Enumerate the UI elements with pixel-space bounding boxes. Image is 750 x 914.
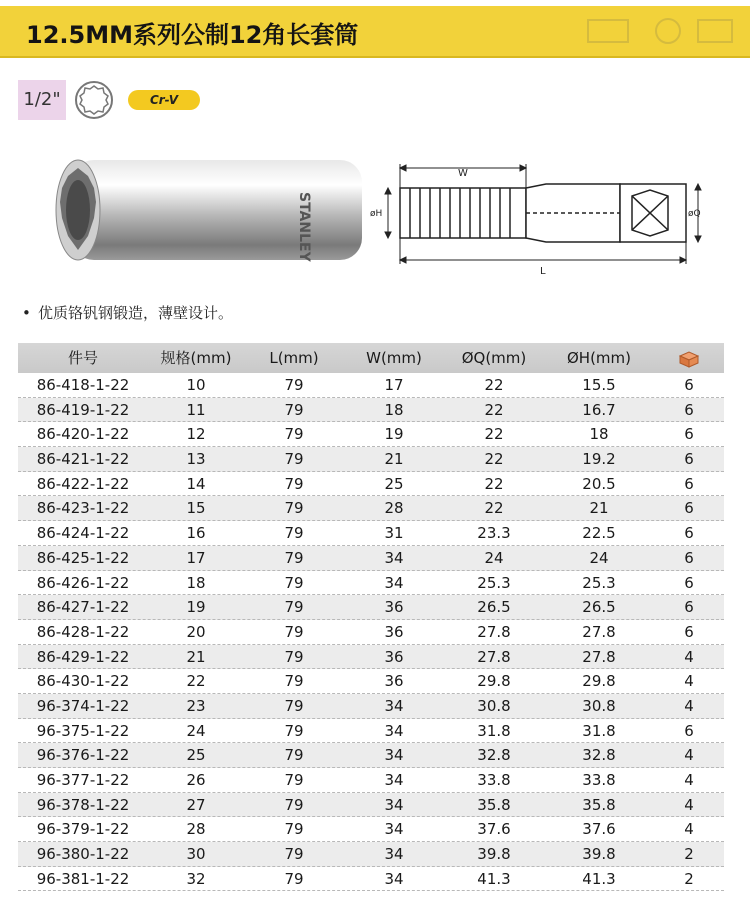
cell-part-number: 96-380-1-22 <box>36 845 130 864</box>
table-row <box>18 669 724 694</box>
cell-width: 34 <box>384 548 404 567</box>
cell-pack-qty: 6 <box>684 622 694 641</box>
cell-size: 13 <box>186 450 206 469</box>
cell-h-diameter: 37.6 <box>582 820 616 839</box>
cell-width: 36 <box>384 647 404 666</box>
cell-q-diameter: 41.3 <box>477 869 511 888</box>
cell-pack-qty: 4 <box>684 696 694 715</box>
cell-width: 34 <box>384 696 404 715</box>
cell-size: 17 <box>186 548 206 567</box>
cell-part-number: 96-379-1-22 <box>36 820 130 839</box>
table-row <box>18 398 724 423</box>
cell-h-diameter: 25.3 <box>582 573 616 592</box>
cell-length: 79 <box>284 746 304 765</box>
cell-size: 15 <box>186 499 206 518</box>
cell-part-number: 96-376-1-22 <box>36 746 130 765</box>
cell-length: 79 <box>284 548 304 567</box>
cell-size: 23 <box>186 696 206 715</box>
cell-size: 25 <box>186 746 206 765</box>
cell-width: 28 <box>384 499 404 518</box>
col-header-pack-qty <box>654 343 724 373</box>
l-dimension-label: L <box>540 266 546 277</box>
col-header-part-number: 件号 <box>67 349 98 367</box>
cell-h-diameter: 27.8 <box>582 647 616 666</box>
cell-pack-qty: 6 <box>684 376 694 394</box>
cell-size: 28 <box>186 820 206 839</box>
cell-h-diameter: 21 <box>589 499 609 518</box>
cell-h-diameter: 26.5 <box>582 598 616 617</box>
cell-part-number: 86-430-1-22 <box>36 672 130 691</box>
cell-width: 34 <box>384 869 404 888</box>
cell-pack-qty: 6 <box>684 450 694 469</box>
cell-pack-qty: 6 <box>684 499 694 518</box>
title-bar <box>0 6 750 58</box>
dimension-drawing <box>370 160 710 280</box>
cell-q-diameter: 37.6 <box>477 820 511 839</box>
feature-description <box>22 302 233 323</box>
cell-q-diameter: 33.8 <box>477 771 511 789</box>
col-header-size: 规格(mm) <box>160 349 232 367</box>
bullet-icon: • <box>22 304 31 322</box>
cell-pack-qty: 6 <box>684 548 694 567</box>
cell-width: 21 <box>384 450 404 469</box>
cell-q-diameter: 24 <box>484 548 504 567</box>
cell-part-number: 86-424-1-22 <box>36 524 130 543</box>
table-row <box>18 472 724 497</box>
cell-size: 10 <box>186 376 206 394</box>
cell-part-number: 96-374-1-22 <box>36 696 130 715</box>
cell-length: 79 <box>284 622 304 641</box>
q-dimension-label: øQ <box>688 209 701 219</box>
cell-length: 79 <box>284 425 304 444</box>
cell-width: 34 <box>384 845 404 864</box>
cell-width: 34 <box>384 721 404 740</box>
cell-q-diameter: 22 <box>484 400 504 419</box>
table-row <box>18 595 724 620</box>
cell-pack-qty: 6 <box>684 474 694 493</box>
table-row <box>18 719 724 744</box>
cell-width: 17 <box>384 376 404 394</box>
cell-part-number: 86-427-1-22 <box>36 598 130 617</box>
cell-width: 19 <box>384 425 404 444</box>
cell-length: 79 <box>284 696 304 715</box>
cell-pack-qty: 4 <box>684 771 694 789</box>
cell-h-diameter: 19.2 <box>582 450 616 469</box>
long-socket-photo <box>50 150 370 270</box>
cell-h-diameter: 35.8 <box>582 795 616 814</box>
cell-h-diameter: 31.8 <box>582 721 616 740</box>
cell-part-number: 86-419-1-22 <box>36 400 130 419</box>
cell-pack-qty: 6 <box>684 573 694 592</box>
cell-q-diameter: 29.8 <box>477 672 511 691</box>
cell-q-diameter: 27.8 <box>477 647 511 666</box>
cell-pack-qty: 4 <box>684 672 694 691</box>
table-row <box>18 793 724 818</box>
cell-pack-qty: 4 <box>684 820 694 839</box>
cell-length: 79 <box>284 771 304 789</box>
cell-size: 20 <box>186 622 206 641</box>
table-row <box>18 546 724 571</box>
cell-pack-qty: 4 <box>684 795 694 814</box>
page-title: 12.5MM系列公制12角长套筒 <box>26 21 359 49</box>
cell-length: 79 <box>284 450 304 469</box>
cell-part-number: 86-426-1-22 <box>36 573 130 592</box>
cell-length: 79 <box>284 795 304 814</box>
cell-size: 18 <box>186 573 206 592</box>
cell-width: 34 <box>384 573 404 592</box>
cell-width: 34 <box>384 795 404 814</box>
cell-h-diameter: 29.8 <box>582 672 616 691</box>
cell-q-diameter: 30.8 <box>477 696 511 715</box>
cell-length: 79 <box>284 672 304 691</box>
col-header-h-diameter: ØH(mm) <box>566 349 631 367</box>
cell-width: 34 <box>384 771 404 789</box>
cell-q-diameter: 31.8 <box>477 721 511 740</box>
cell-length: 79 <box>284 400 304 419</box>
cell-q-diameter: 22 <box>484 474 504 493</box>
cell-q-diameter: 39.8 <box>477 845 511 864</box>
package-box-icon <box>678 350 700 368</box>
faded-background-graphic <box>568 16 738 46</box>
cell-pack-qty: 2 <box>684 869 694 888</box>
cell-q-diameter: 27.8 <box>477 622 511 641</box>
cell-part-number: 86-425-1-22 <box>36 548 130 567</box>
material-badge: Cr-V <box>128 90 200 110</box>
col-header-q-diameter: ØQ(mm) <box>461 349 527 367</box>
cell-size: 21 <box>186 647 206 666</box>
h-dimension-label: øH <box>370 209 383 219</box>
cell-h-diameter: 24 <box>589 548 609 567</box>
cell-size: 14 <box>186 474 206 493</box>
cell-part-number: 86-421-1-22 <box>36 450 130 469</box>
cell-length: 79 <box>284 573 304 592</box>
cell-q-diameter: 23.3 <box>477 524 511 543</box>
cell-size: 11 <box>186 400 206 419</box>
cell-q-diameter: 25.3 <box>477 573 511 592</box>
cell-q-diameter: 35.8 <box>477 795 511 814</box>
table-row <box>18 447 724 472</box>
cell-length: 79 <box>284 499 304 518</box>
cell-part-number: 96-378-1-22 <box>36 795 130 814</box>
cell-width: 36 <box>384 598 404 617</box>
cell-pack-qty: 4 <box>684 746 694 765</box>
spec-table <box>18 343 724 891</box>
cell-size: 12 <box>186 425 206 444</box>
table-row <box>18 867 724 892</box>
cell-length: 79 <box>284 598 304 617</box>
cell-pack-qty: 6 <box>684 524 694 543</box>
cell-part-number: 86-418-1-22 <box>36 376 130 394</box>
col-header-length: L(mm) <box>269 349 319 367</box>
12-point-dodecagon-icon <box>74 80 114 120</box>
cell-width: 34 <box>384 820 404 839</box>
cell-pack-qty: 6 <box>684 598 694 617</box>
cell-part-number: 86-423-1-22 <box>36 499 130 518</box>
cell-part-number: 86-422-1-22 <box>36 474 130 493</box>
cell-h-diameter: 39.8 <box>582 845 616 864</box>
cell-width: 25 <box>384 474 404 493</box>
cell-q-diameter: 32.8 <box>477 746 511 765</box>
cell-q-diameter: 22 <box>484 376 504 394</box>
cell-length: 79 <box>284 474 304 493</box>
svg-text:STANLEY: STANLEY <box>296 192 312 262</box>
cell-h-diameter: 20.5 <box>582 474 616 493</box>
cell-pack-qty: 4 <box>684 647 694 666</box>
cell-part-number: 96-375-1-22 <box>36 721 130 740</box>
table-row <box>18 645 724 670</box>
cell-length: 79 <box>284 376 304 394</box>
table-row <box>18 694 724 719</box>
cell-width: 34 <box>384 746 404 765</box>
cell-size: 32 <box>186 869 206 888</box>
cell-length: 79 <box>284 524 304 543</box>
cell-h-diameter: 15.5 <box>582 376 616 394</box>
table-row <box>18 496 724 521</box>
table-row <box>18 768 724 793</box>
table-row <box>18 422 724 447</box>
cell-pack-qty: 2 <box>684 845 694 864</box>
cell-width: 36 <box>384 672 404 691</box>
cell-part-number: 86-428-1-22 <box>36 622 130 641</box>
cell-part-number: 86-420-1-22 <box>36 425 130 444</box>
table-body <box>18 373 724 891</box>
cell-size: 22 <box>186 672 206 691</box>
cell-size: 16 <box>186 524 206 543</box>
cell-length: 79 <box>284 869 304 888</box>
table-row <box>18 817 724 842</box>
cell-pack-qty: 6 <box>684 721 694 740</box>
cell-width: 36 <box>384 622 404 641</box>
cell-q-diameter: 22 <box>484 499 504 518</box>
cell-length: 79 <box>284 820 304 839</box>
cell-length: 79 <box>284 845 304 864</box>
cell-q-diameter: 22 <box>484 450 504 469</box>
cell-h-diameter: 22.5 <box>582 524 616 543</box>
cell-h-diameter: 18 <box>589 425 609 444</box>
cell-width: 18 <box>384 400 404 419</box>
cell-part-number: 86-429-1-22 <box>36 647 130 666</box>
table-row <box>18 743 724 768</box>
table-row <box>18 842 724 867</box>
w-dimension-label: W <box>458 168 468 179</box>
cell-part-number: 96-381-1-22 <box>36 869 130 888</box>
cell-h-diameter: 16.7 <box>582 400 616 419</box>
cell-h-diameter: 41.3 <box>582 869 616 888</box>
cell-length: 79 <box>284 647 304 666</box>
table-row <box>18 521 724 546</box>
cell-size: 27 <box>186 795 206 814</box>
cell-h-diameter: 27.8 <box>582 622 616 641</box>
cell-size: 24 <box>186 721 206 740</box>
cell-pack-qty: 6 <box>684 425 694 444</box>
cell-length: 79 <box>284 721 304 740</box>
spec-row <box>18 80 318 120</box>
feature-text: 优质铬钒钢锻造，薄壁设计。 <box>38 304 234 322</box>
cell-size: 26 <box>186 771 206 789</box>
cell-h-diameter: 32.8 <box>582 746 616 765</box>
cell-q-diameter: 26.5 <box>477 598 511 617</box>
col-header-width: W(mm) <box>366 349 422 367</box>
table-header-row <box>18 343 724 373</box>
cell-h-diameter: 30.8 <box>582 696 616 715</box>
drive-size-badge: 1/2" <box>18 80 66 120</box>
table-row <box>18 373 724 398</box>
cell-q-diameter: 22 <box>484 425 504 444</box>
cell-size: 30 <box>186 845 206 864</box>
cell-size: 19 <box>186 598 206 617</box>
table-row <box>18 620 724 645</box>
cell-part-number: 96-377-1-22 <box>36 771 130 789</box>
cell-width: 31 <box>384 524 404 543</box>
cell-pack-qty: 6 <box>684 400 694 419</box>
cell-h-diameter: 33.8 <box>582 771 616 789</box>
table-row <box>18 571 724 596</box>
